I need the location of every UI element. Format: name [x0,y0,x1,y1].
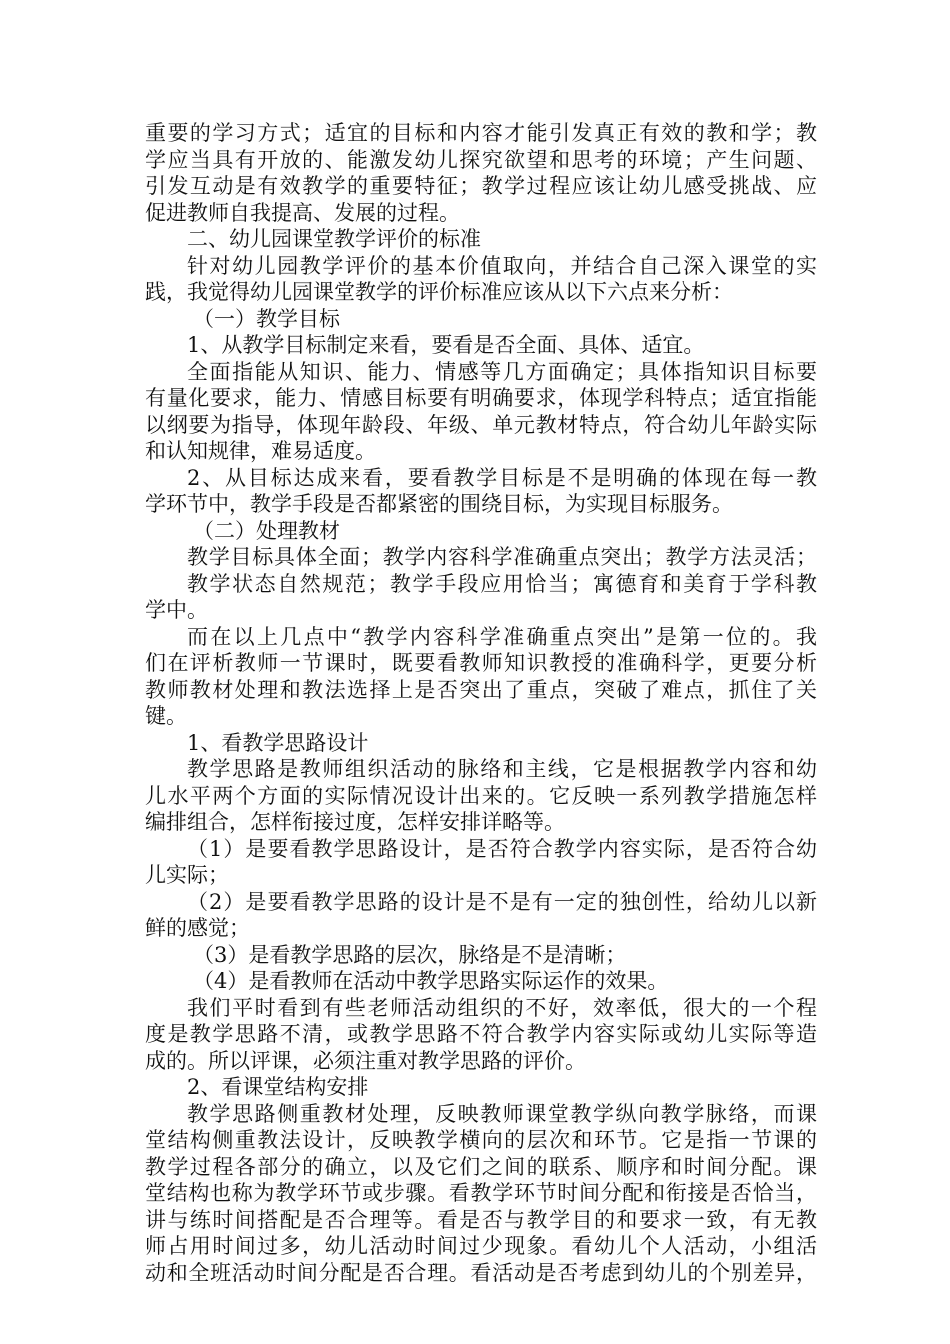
text-line: 学环节中，教学手段是否都紧密的围绕目标，为实现目标服务。 [145,492,733,516]
document-body [145,120,817,1286]
text-line: 全面指能从知识、能力、情感等几方面确定；具体指知识目标要 [187,359,817,384]
text-line: 而在以上几点中“教学内容科学准确重点突出”是第一位的。我 [187,624,817,649]
text-line: （2）是要看教学思路的设计是不是有一定的独创性，给幼儿以新 [187,889,817,914]
text-line: 学中。 [145,598,208,622]
text-line: 重要的学习方式；适宜的目标和内容才能引发真正有效的教和学；教 [145,121,817,145]
text-line: 儿水平两个方面的实际情况设计出来的。它反映一系列教学措施怎样 [145,783,817,808]
text-line: 教学目标具体全面；教学内容科学准确重点突出；教学方法灵活； [187,545,817,569]
text-line: 鲜的感觉； [145,916,250,940]
text-line: （3）是看教学思路的层次，脉络是不是清晰； [193,942,627,967]
text-line: 学应当具有开放的、能激发幼儿探究欲望和思考的环境；产生问题、 [145,147,817,172]
text-line: 我们平时看到有些老师活动组织的不好，效率低，很大的一个程 [187,995,817,1020]
text-line: 编排组合，怎样衔接过度，怎样安排详略等。 [145,810,565,834]
text-line: 促进教师自我提高、发展的过程。 [145,200,460,225]
text-line: 教学状态自然规范；教学手段应用恰当；寓德育和美育于学科教 [187,571,817,596]
text-line: （二）处理教材 [193,518,340,543]
text-line: 教学思路是教师组织活动的脉络和主线，它是根据教学内容和幼 [187,757,817,781]
text-line: （1）是要看教学思路设计，是否符合教学内容实际，是否符合幼 [187,836,817,861]
text-line: 教学过程各部分的确立，以及它们之间的联系、顺序和时间分配。课 [145,1154,817,1179]
text-line: 和认知规律，难易适度。 [145,439,376,463]
text-line: 们在评析教师一节课时，既要看教师知识教授的准确科学，更要分析 [145,651,817,675]
text-line: 度是教学思路不清，或教学思路不符合教学内容实际或幼儿实际等造 [145,1022,817,1046]
text-line: 1、从教学目标制定来看，要看是否全面、具体、适宜。 [187,333,705,357]
text-line: 讲与练时间搭配是否合理等。看是否与教学目的和要求一致，有无教 [145,1207,817,1232]
text-line: 2、看课堂结构安排 [187,1075,369,1099]
text-line: 儿实际； [145,863,229,887]
text-line: 以纲要为指导，体现年龄段、年级、单元教材特点，符合幼儿年龄实际 [145,412,817,437]
text-line: 动和全班活动时间分配是否合理。看活动是否考虑到幼儿的个别差异， [145,1260,817,1285]
text-line: 针对幼儿园教学评价的基本价值取向，并结合自己深入课堂的实 [187,253,817,278]
text-line: 有量化要求，能力、情感目标要有明确要求，体现学科特点；适宜指能 [145,386,817,410]
text-line: 键。 [145,704,187,728]
text-line: 引发互动是有效教学的重要特征；教学过程应该让幼儿感受挑战、应 [145,174,817,198]
text-line: 堂结构也称为教学环节或步骤。看教学环节时间分配和衔接是否恰当， [145,1181,817,1205]
text-line: （4）是看教师在活动中教学思路实际运作的效果。 [193,969,669,993]
text-line: 1、看教学思路设计 [187,730,369,755]
text-line: （一）教学目标 [193,306,340,331]
text-line: 2、从目标达成来看，要看教学目标是不是明确的体现在每一教 [187,465,817,490]
text-line: 教师教材处理和教法选择上是否突出了重点，突破了难点，抓住了关 [145,677,817,702]
text-line: 成的。所以评课，必须注重对教学思路的评价。 [145,1048,586,1073]
text-line: 践，我觉得幼儿园课堂教学的评价标准应该从以下六点来分析： [145,280,733,304]
text-line: 教学思路侧重教材处理，反映教师课堂教学纵向教学脉络，而课 [187,1101,817,1126]
text-line: 师占用时间过多，幼儿活动时间过少现象。看幼儿个人活动，小组活 [145,1234,817,1258]
text-line: 堂结构侧重教法设计，反映教学横向的层次和环节。它是指一节课的 [145,1128,817,1152]
text-line: 二、幼儿园课堂教学评价的标准 [187,227,481,251]
